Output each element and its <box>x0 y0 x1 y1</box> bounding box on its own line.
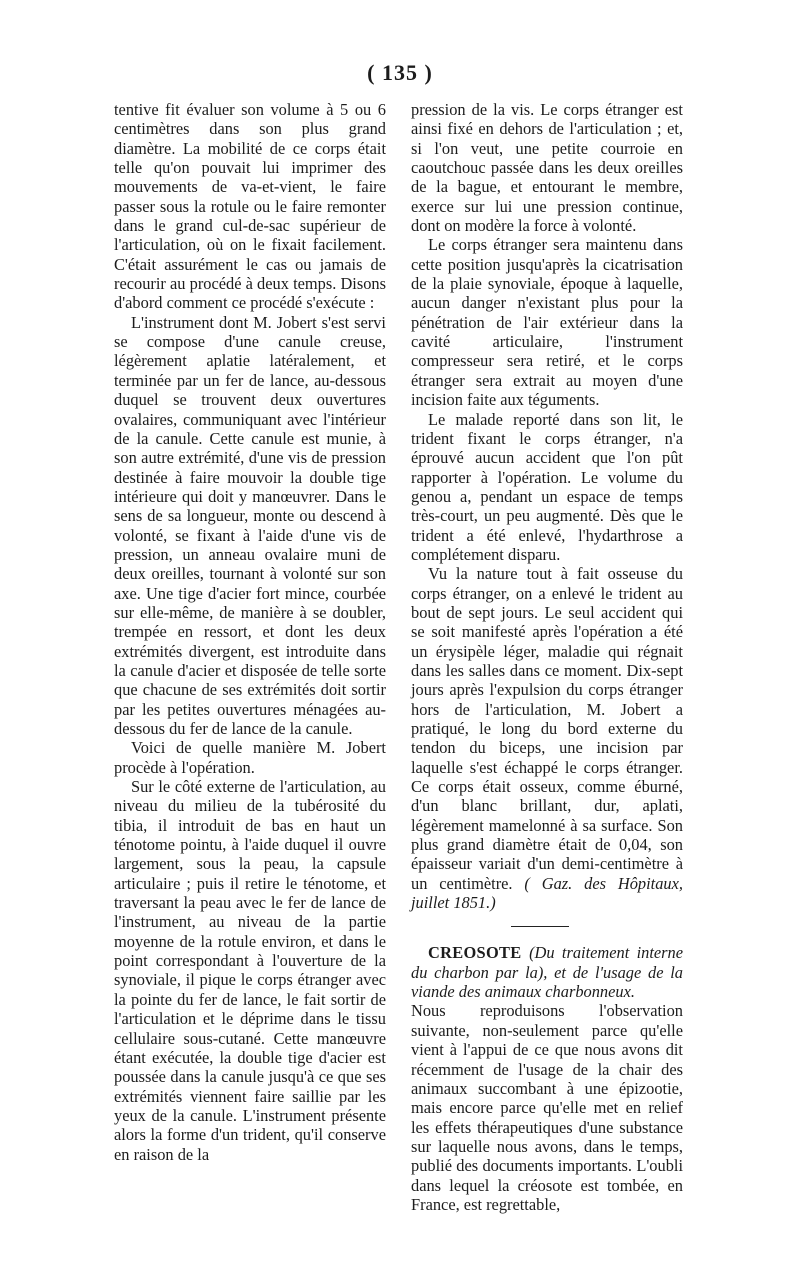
paragraph: L'instrument dont M. Jobert s'est servi se compose d'une canule creuse, légèrement aplatie latéralement, et terminée par un fer de lance, au-dessous duquel se trouvent deux ouvertures ovalaires, communiquant avec l'intérieur de la canule. Cette canule est munie, à son autre extrémité, d'une vis de pression destinée à faire mouvoir la double tige intérieure qui doit y manœuvrer. Dans le sens de sa longueur, monte ou descend à volonté, se fixant à l'aide d'une vis de pression, un anneau ovalaire muni de deux oreilles, tournant à volonté sur son axe. Une tige d'acier fort mince, courbée sur elle-même, de manière à se doubler, trempée en ressort, et dont les deux extrémités divergent, est introduite dans la canule d'acier et disposée de telle sorte que chacune de ses extrémités doit sortir par les petites ouvertures ménagées au-dessous du fer de lance de la canule. <box>114 312 386 738</box>
paragraph <box>411 564 683 912</box>
right-column <box>411 100 683 1214</box>
paragraph: pression de la vis. Le corps étranger est ainsi fixé en dehors de l'articulation ; et, si l'on veut, une petite courroie en caoutchouc passée dans les deux oreilles de la bague, et entourant le membre, exerce sur lui une pression continue, dont on modère la force à volonté. <box>411 100 683 236</box>
section-subtitle: (Du traitement interne du charbon par la), et de l'usage de la viande des animaux charbonneux. <box>411 943 683 1002</box>
paragraph: Le malade reporté dans son lit, le trident fixant le corps étranger, n'a éprouvé aucun accident que l'on pût rapporter à l'opération. Le volume du genou a, pendant un espace de temps très-court, un peu augmenté. Dès que le trident a été enlevé, l'hydarthrose a complétement disparu. <box>411 409 683 564</box>
paragraph: Le corps étranger sera maintenu dans cette position jusqu'après la cicatrisation de la plaie synoviale, époque à laquelle, aucun danger n'existant plus pour la pénétration de l'air extérieur dans la cavité articulaire, l'instrument compresseur sera retiré, et le corps étranger sera extrait au moyen d'une incision faite aux téguments. <box>411 235 683 410</box>
paragraph: Nous reproduisons l'observation suivante, non-seulement parce qu'elle vient à l'appui de ce que nous avons dit récemment de l'usage de la chair des animaux succombant à une épizootie, mais encore parce qu'elle met en relief les effets thérapeutiques d'une substance sur laquelle nous avons, dans le temps, publié des documents importants. L'oubli dans lequel la créosote est tombée, en France, est regrettable, <box>411 1001 683 1214</box>
citation: ( Gaz. des Hôpitaux, juillet 1851.) <box>411 873 683 913</box>
paragraph: Voici de quelle manière M. Jobert procède à l'opération. <box>114 738 386 777</box>
left-column <box>114 100 386 1164</box>
page-number: ( 135 ) <box>367 60 433 85</box>
paragraph: Sur le côté externe de l'articulation, au niveau du milieu de la tubérosité du tibia, il introduit de bas en haut un ténotome pointu, à l'aide duquel il ouvre largement, sous la peau, la capsule articulaire ; puis il retire le ténotome, et traversant la peau avec le fer de lance de l'instrument, au niveau de la partie moyenne de la rotule environ, et dans le point correspondant à l'ouverture de la synoviale, il pique le corps étranger avec la pointe du fer de lance, le fait sortir de l'articulation et le déprime dans le tissu cellulaire sous-cutané. Cette manœuvre étant exécutée, la double tige d'acier est poussée dans la canule jusqu'à ce que ses extrémités viennent faire saillie par les yeux de la canule. L'instrument présente alors la forme d'un trident, qu'il conserve en raison de la <box>114 777 386 1164</box>
section-title <box>411 943 683 1001</box>
paragraph: tentive fit évaluer son volume à 5 ou 6 centimètres dans son plus grand diamètre. La mobilité de ce corps était telle qu'on pouvait lui imprimer des mouvements de va-et-vient, le faire passer sous la rotule ou le faire remonter dans le grand cul-de-sac supérieur de l'articulation, où on le fixait facilement. C'était assurément le cas ou jamais de recourir au procédé à deux temps. Disons d'abord comment ce procédé s'exécute : <box>114 100 386 313</box>
paragraph-text: Vu la nature tout à fait osseuse du corps étranger, on a enlevé le trident au bout de sept jours. Le seul accident qui se soit manifesté après l'opération a été un érysipèle léger, maladie qui régnait dans les salles dans ce moment. Dix-sept jours après l'expulsion du corps étranger hors de l'articulation, M. Jobert a pratiqué, le long du bord externe du tendon du biceps, une incision par laquelle s'est échappé le corps étranger. Ce corps était osseux, comme éburné, d'un blanc brillant, dur, aplati, légèrement mamelonné à sa surface. Son plus grand diamètre était de 0,04, son épaisseur variait d'un demi-centimètre à un centimètre. <box>411 564 683 893</box>
section-divider <box>511 926 569 927</box>
section-heading: CREOSOTE <box>428 943 530 963</box>
